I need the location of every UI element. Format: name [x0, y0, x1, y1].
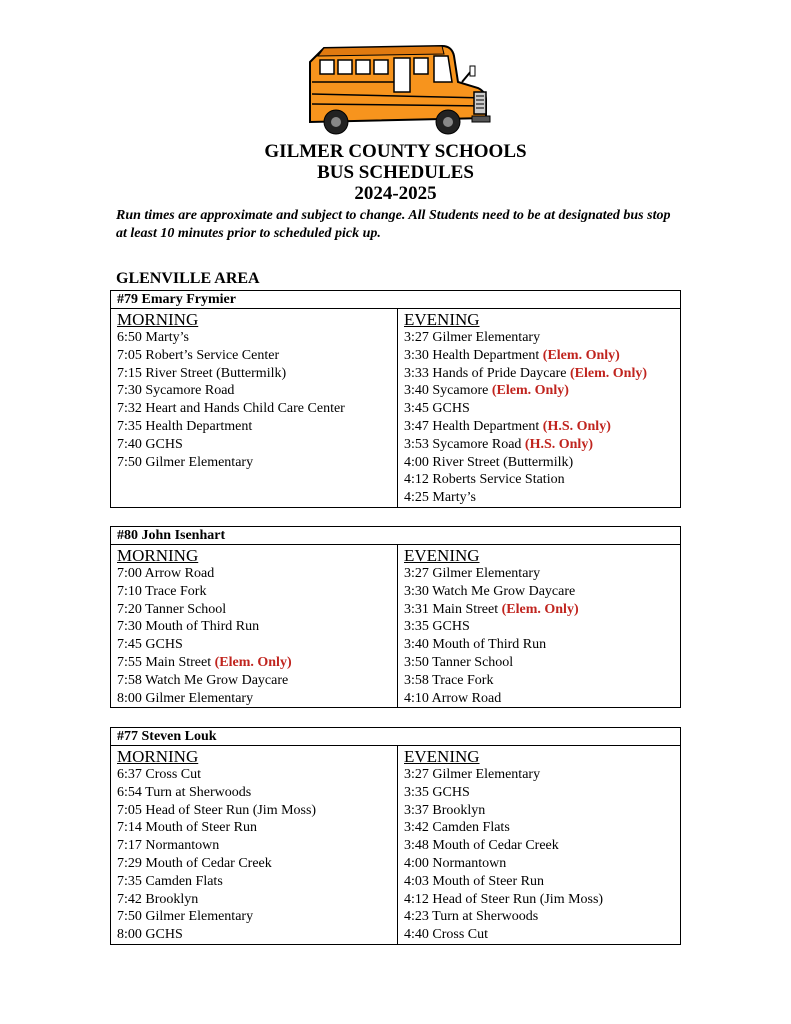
schedule-stop	[404, 382, 680, 400]
stop-time-location: 7:10 Trace Fork	[117, 583, 207, 599]
schedule-stop	[117, 784, 397, 802]
schedule-stop	[404, 583, 680, 601]
evening-column	[398, 746, 680, 944]
stop-restriction-note: (Elem. Only)	[570, 365, 648, 381]
schedule-stop	[117, 583, 397, 601]
schedule-stop	[404, 565, 680, 583]
stop-time-location: 7:35 Health Department	[117, 418, 253, 434]
stop-time-location: 3:27 Gilmer Elementary	[404, 767, 541, 782]
stop-time-location: 7:20 Tanner School	[117, 601, 227, 617]
schedule-stop	[117, 766, 397, 784]
schedule-stop	[117, 855, 397, 873]
stop-time-location: 7:58 Watch Me Grow Daycare	[117, 672, 289, 688]
stop-time-location: 4:40 Cross Cut	[404, 927, 489, 943]
stop-time-location: 3:35 GCHS	[404, 784, 470, 800]
schedule-notice: Run times are approximate and subject to change. All Students need to be at designated bus stop at least 10 minutes prior to scheduled pick up.	[116, 208, 671, 241]
stop-time-location: 8:00 Gilmer Elementary	[117, 690, 254, 706]
schedule-stop	[404, 891, 680, 909]
stop-time-location: 7:50 Gilmer Elementary	[117, 454, 254, 470]
route-title: #77 Steven Louk	[111, 728, 680, 746]
schedule-stop	[404, 784, 680, 802]
schedule-stop	[117, 565, 397, 583]
morning-column	[111, 746, 398, 944]
schedule-stop	[404, 347, 680, 365]
stop-time-location: 4:25 Marty’s	[404, 490, 476, 506]
morning-heading: MORNING	[117, 747, 199, 766]
stop-time-location: 3:33 Hands of Pride Daycare	[404, 365, 567, 381]
schedule-stop	[117, 926, 397, 944]
morning-heading: MORNING	[117, 310, 199, 329]
schedule-stop	[117, 908, 397, 926]
schedule-stop	[117, 365, 397, 383]
schedule-stop	[117, 454, 397, 472]
stop-time-location: 7:14 Mouth of Steer Run	[117, 820, 257, 836]
stop-time-location: 3:58 Trace Fork	[404, 672, 494, 688]
stop-time-location: 3:27 Gilmer Elementary	[404, 330, 541, 345]
stop-time-location: 6:37 Cross Cut	[117, 767, 202, 782]
stop-time-location: 3:48 Mouth of Cedar Creek	[404, 838, 559, 854]
schedule-stop	[404, 654, 680, 672]
route-table	[110, 526, 681, 708]
schedule-stop	[117, 329, 397, 347]
schedule-stop	[404, 436, 680, 454]
stop-time-location: 7:42 Brooklyn	[117, 891, 199, 907]
title-line-year: 2024-2025	[354, 183, 437, 204]
school-bus-icon	[302, 42, 492, 138]
schedule-stop	[404, 802, 680, 820]
stop-time-location: 3:47 Health Department	[404, 418, 540, 434]
schedule-stop	[404, 636, 680, 654]
stop-restriction-note: (H.S. Only)	[542, 418, 611, 434]
stop-time-location: 7:35 Camden Flats	[117, 873, 223, 889]
schedule-stop	[404, 837, 680, 855]
route-table	[110, 727, 681, 945]
schedule-stop	[117, 400, 397, 418]
stop-time-location: 3:27 Gilmer Elementary	[404, 566, 541, 581]
schedule-stop	[117, 636, 397, 654]
schedule-stop	[117, 654, 397, 672]
schedule-stop	[117, 601, 397, 619]
title-line-document: BUS SCHEDULES	[317, 162, 474, 183]
stop-restriction-note: (Elem. Only)	[501, 601, 579, 617]
schedule-stop	[404, 365, 680, 383]
schedule-stop	[117, 347, 397, 365]
schedule-stop	[404, 908, 680, 926]
stop-time-location: 4:10 Arrow Road	[404, 690, 502, 706]
stop-time-location: 7:30 Sycamore Road	[117, 383, 235, 399]
evening-heading: EVENING	[404, 310, 480, 329]
stop-time-location: 3:35 GCHS	[404, 619, 470, 635]
schedule-stop	[117, 382, 397, 400]
stop-time-location: 6:54 Turn at Sherwoods	[117, 784, 252, 800]
route-table	[110, 290, 681, 508]
schedule-stop	[117, 672, 397, 690]
stop-restriction-note: (Elem. Only)	[542, 347, 620, 363]
schedule-stop	[117, 690, 397, 708]
schedule-stop	[404, 329, 680, 347]
stop-time-location: 7:05 Robert’s Service Center	[117, 347, 280, 363]
schedule-stop	[404, 618, 680, 636]
schedule-stop	[404, 454, 680, 472]
schedule-stop	[404, 400, 680, 418]
stop-time-location: 3:37 Brooklyn	[404, 802, 486, 818]
stop-time-location: 7:45 GCHS	[117, 637, 183, 653]
evening-column	[398, 309, 680, 507]
stop-time-location: 4:03 Mouth of Steer Run	[404, 873, 544, 889]
schedule-stop	[117, 418, 397, 436]
stop-time-location: 3:45 GCHS	[404, 401, 470, 417]
stop-time-location: 3:30 Watch Me Grow Daycare	[404, 583, 576, 599]
title-line-organization: GILMER COUNTY SCHOOLS	[264, 141, 527, 162]
schedule-stop	[117, 819, 397, 837]
schedule-stop	[404, 471, 680, 489]
stop-time-location: 7:30 Mouth of Third Run	[117, 619, 260, 635]
evening-heading: EVENING	[404, 747, 480, 766]
stop-time-location: 7:50 Gilmer Elementary	[117, 909, 254, 925]
area-title: GLENVILLE AREA	[116, 270, 260, 287]
evening-heading: EVENING	[404, 546, 480, 565]
schedule-stop	[117, 837, 397, 855]
schedule-stop	[117, 618, 397, 636]
stop-time-location: 3:30 Health Department	[404, 347, 540, 363]
stop-restriction-note: (Elem. Only)	[491, 383, 569, 399]
stop-time-location: 4:23 Turn at Sherwoods	[404, 909, 539, 925]
stop-time-location: 7:29 Mouth of Cedar Creek	[117, 855, 272, 871]
stop-time-location: 3:40 Sycamore	[404, 383, 489, 399]
stop-time-location: 7:05 Head of Steer Run (Jim Moss)	[117, 802, 317, 818]
schedule-stop	[404, 926, 680, 944]
schedule-stop	[404, 855, 680, 873]
stop-time-location: 4:00 Normantown	[404, 855, 507, 871]
evening-column	[398, 545, 680, 707]
schedule-stop	[404, 418, 680, 436]
stop-restriction-note: (H.S. Only)	[524, 436, 593, 452]
stop-time-location: 7:17 Normantown	[117, 838, 220, 854]
stop-time-location: 7:40 GCHS	[117, 436, 183, 452]
schedule-stop	[117, 436, 397, 454]
schedule-stop	[117, 891, 397, 909]
schedule-stop	[117, 873, 397, 891]
stop-restriction-note: (Elem. Only)	[214, 654, 292, 670]
morning-column	[111, 309, 398, 507]
stop-time-location: 3:31 Main Street	[404, 601, 499, 617]
stop-time-location: 7:32 Heart and Hands Child Care Center	[117, 401, 345, 417]
stop-time-location: 7:55 Main Street	[117, 654, 212, 670]
stop-time-location: 3:42 Camden Flats	[404, 820, 510, 836]
stop-time-location: 4:12 Roberts Service Station	[404, 472, 565, 488]
stop-time-location: 6:50 Marty’s	[117, 330, 189, 345]
schedule-stop	[404, 766, 680, 784]
morning-heading: MORNING	[117, 546, 199, 565]
stop-time-location: 4:12 Head of Steer Run (Jim Moss)	[404, 891, 604, 907]
page-title	[0, 141, 791, 204]
route-title: #80 John Isenhart	[111, 527, 680, 545]
stop-time-location: 4:00 River Street (Buttermilk)	[404, 454, 574, 470]
morning-column	[111, 545, 398, 707]
stop-time-location: 8:00 GCHS	[117, 927, 183, 943]
stop-time-location: 3:53 Sycamore Road	[404, 436, 522, 452]
schedule-stop	[404, 690, 680, 708]
schedule-stop	[404, 601, 680, 619]
schedule-stop	[404, 672, 680, 690]
schedule-stop	[117, 802, 397, 820]
schedule-stop	[404, 489, 680, 507]
schedule-stop	[404, 819, 680, 837]
schedule-stop	[404, 873, 680, 891]
route-title: #79 Emary Frymier	[111, 291, 680, 309]
stop-time-location: 3:50 Tanner School	[404, 654, 514, 670]
stop-time-location: 7:00 Arrow Road	[117, 566, 215, 581]
stop-time-location: 7:15 River Street (Buttermilk)	[117, 365, 287, 381]
stop-time-location: 3:40 Mouth of Third Run	[404, 637, 547, 653]
